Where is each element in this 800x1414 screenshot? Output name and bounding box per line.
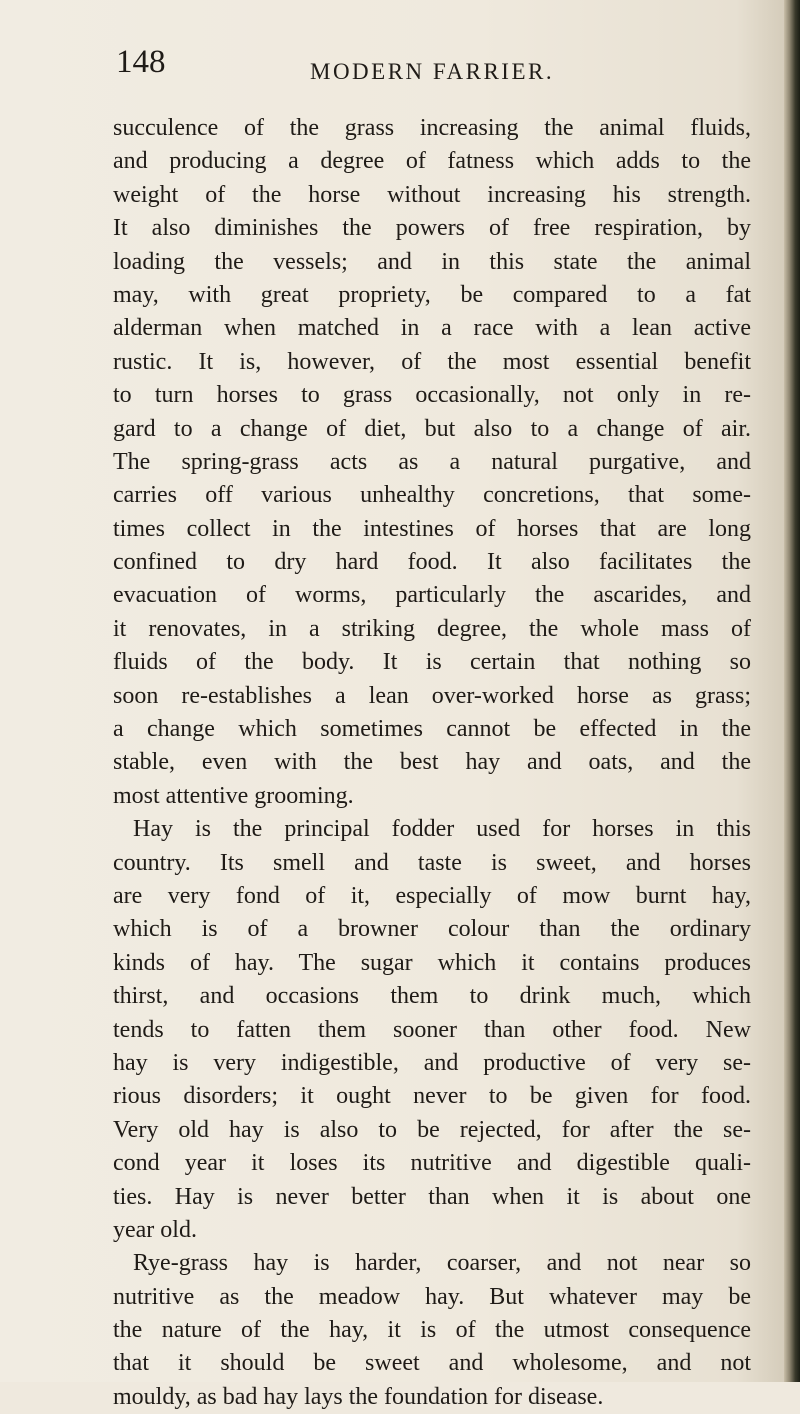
text-line: a change which sometimes cannot be effected in the — [113, 716, 751, 743]
text-line: confined to dry hard food. It also facilitates the — [113, 549, 751, 576]
text-line: thirst, and occasions them to drink much, which — [113, 983, 751, 1010]
text-line: carries off various unhealthy concretions, that some- — [113, 482, 751, 509]
text-line: that it should be sweet and wholesome, and not — [113, 1350, 751, 1377]
text-line: soon re-establishes a lean over-worked horse as grass; — [113, 682, 751, 709]
text-line: alderman when matched in a race with a lean active — [113, 315, 751, 342]
text-line: succulence of the grass increasing the animal fluids, — [113, 115, 751, 141]
page-number: 148 — [116, 44, 166, 80]
text-line: times collect in the intestines of horses that are long — [113, 515, 751, 542]
text-line: the nature of the hay, it is of the utmost consequence — [113, 1317, 751, 1344]
text-line: loading the vessels; and in this state the animal — [113, 248, 751, 275]
text-line: it renovates, in a striking degree, the whole mass of — [113, 615, 751, 642]
page-binding-edge — [784, 0, 800, 1382]
text-line: which is of a browner colour than the ordinary — [113, 916, 751, 943]
text-line: cond year it loses its nutritive and digestible quali- — [113, 1150, 751, 1177]
text-line: stable, even with the best hay and oats, and the — [113, 749, 751, 776]
body-text — [113, 112, 751, 1414]
text-line: may, with great propriety, be compared to a fat — [113, 281, 751, 308]
running-head: MODERN FARRIER. — [310, 59, 555, 84]
text-line: gard to a change of diet, but also to a change of air. — [113, 415, 751, 442]
text-line: evacuation of worms, particularly the ascarides, and — [113, 582, 751, 609]
text-line: most attentive grooming. — [113, 782, 354, 809]
text-line: Rye-grass hay is harder, coarser, and not near so — [133, 1250, 751, 1277]
text-line: kinds of hay. The sugar which it contains produces — [113, 949, 751, 976]
text-line: The spring-grass acts as a natural purgative, and — [113, 448, 751, 475]
text-line: fluids of the body. It is certain that nothing so — [113, 649, 751, 676]
text-line: country. Its smell and taste is sweet, and horses — [113, 849, 751, 876]
text-line: Very old hay is also to be rejected, for after the se- — [113, 1116, 751, 1143]
text-line: Hay is the principal fodder used for horses in this — [133, 816, 751, 843]
text-line: nutritive as the meadow hay. But whatever may be — [113, 1283, 751, 1310]
text-line: mouldy, as bad hay lays the foundation for disease. — [113, 1383, 604, 1410]
text-line: rious disorders; it ought never to be given for food. — [113, 1083, 751, 1110]
text-line: are very fond of it, especially of mow burnt hay, — [113, 882, 751, 909]
text-line: to turn horses to grass occasionally, not only in re- — [113, 382, 751, 409]
text-line: weight of the horse without increasing his strength. — [113, 181, 751, 208]
text-line: tends to fatten them sooner than other food. New — [113, 1016, 751, 1043]
text-line: rustic. It is, however, of the most essential benefit — [113, 348, 751, 375]
text-line: year old. — [113, 1216, 197, 1243]
text-line: and producing a degree of fatness which adds to the — [113, 148, 751, 175]
text-line: It also diminishes the powers of free respiration, by — [113, 215, 751, 242]
text-line: hay is very indigestible, and productive of very se- — [113, 1049, 751, 1076]
text-line: ties. Hay is never better than when it is about one — [113, 1183, 751, 1210]
